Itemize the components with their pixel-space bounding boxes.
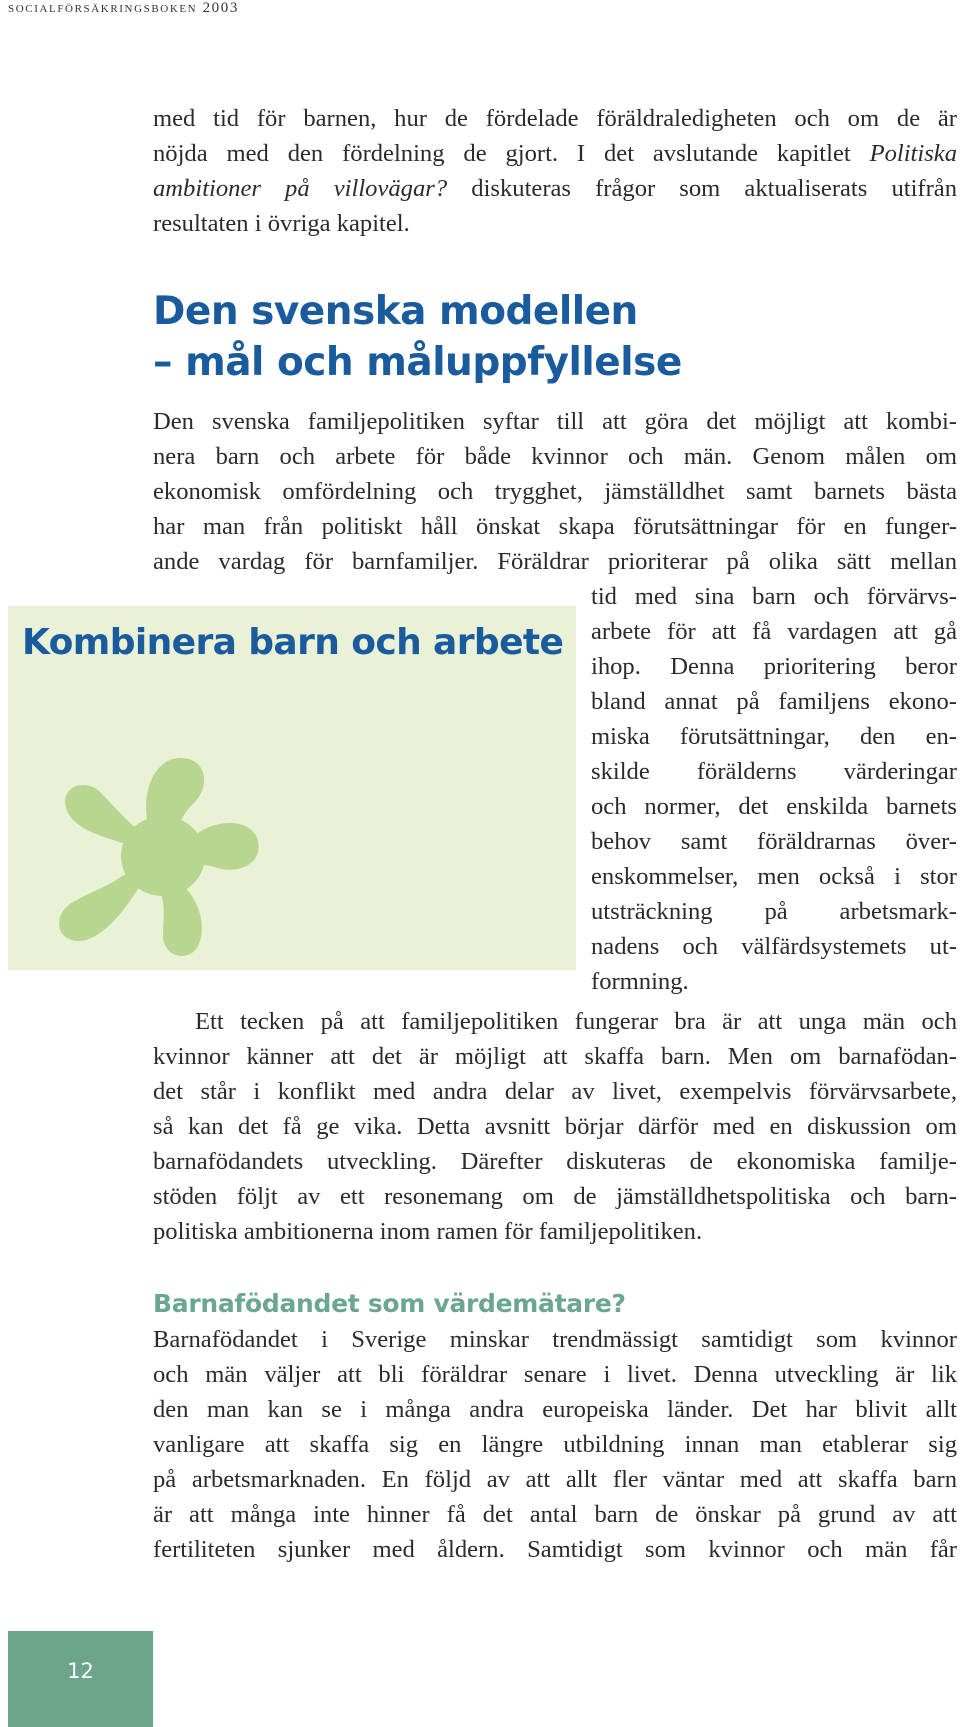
flower-icon [48,746,278,966]
text-line: utsträckning på arbetsmark- [591,898,957,925]
text-line: politiska ambitionerna inom ramen för familjepolitiken. [153,1218,703,1245]
text-line: ihop. Denna prioritering beror [591,653,957,680]
text-line: fertiliteten sjunker med åldern. Samtidigt som kvinnor och män får [153,1536,957,1563]
page-number-box [8,1631,153,1727]
text-line: nera barn och arbete för både kvinnor och män. Genom målen om [153,443,957,470]
text-line: den man kan se i många andra europeiska länder. Det har blivit allt [153,1396,957,1423]
text-run: nöjda med den fördelning de gjort. I det avslutande kapitlet [153,140,870,167]
text-line: det står i konflikt med andra delar av livet, exempelvis förvärvsarbete, [153,1078,957,1105]
section-heading-line: – mål och måluppfyllelse [153,340,682,385]
sidebar-title: Kombinera barn och arbete [22,622,564,663]
section-paragraph [153,404,957,579]
text-line: har man från politiskt håll önskat skapa förutsättningar för en funger- [153,513,957,540]
text-line: vanligare att skaffa sig en längre utbildning innan man etablerar sig [153,1431,957,1458]
text-line: enskommelser, men också i stor [591,863,957,890]
text-line: och normer, det enskilda barnets [591,793,957,820]
text-line: Den svenska familjepolitiken syftar till att göra det möjligt att kombi- [153,408,957,435]
sidebar-box [8,606,576,970]
text-line: miska förutsättningar, den en- [591,723,957,750]
text-line: bland annat på familjens ekono- [591,688,957,715]
text-line: tid med sina barn och förvärvs- [591,583,957,610]
text-line: med tid för barnen, hur de fördelade föräldraledigheten och om de är [153,105,957,132]
book-chapter-title: Politiska [869,140,957,167]
text-line: barnafödandets utveckling. Därefter diskuteras de ekonomiska familje- [153,1148,957,1175]
text-line [153,171,957,206]
text-line: ekonomisk omfördelning och trygghet, jämställdhet samt barnets bästa [153,478,957,505]
text-line: resultaten i övriga kapitel. [153,210,410,237]
text-run: diskuteras frågor som aktualiserats utifrån [447,175,958,202]
text-line: formning. [591,968,689,995]
text-line: och män väljer att bli föräldrar senare i livet. Denna utveckling är lik [153,1361,957,1388]
section-heading-line: Den svenska modellen [153,289,638,334]
section-heading [153,286,682,388]
text-line: stöden följt av ett resonemang om de jämställdhetspolitiska och barn- [153,1183,957,1210]
paragraph-barnafodande-intro [153,1004,957,1249]
running-head: socialförsäkringsboken 2003 [8,0,239,16]
text-line: behov samt föräldrarnas över- [591,828,957,855]
book-chapter-title: ambitioner på villovägar? [153,175,448,202]
text-line: arbete för att få vardagen att gå [591,618,957,645]
text-line: på arbetsmarknaden. En följd av att allt fler väntar med att skaffa barn [153,1466,957,1493]
subheading: Barnafödandet som värdemätare? [153,1289,626,1318]
text-line: så kan det få ge vika. Detta avsnitt börjar därför med en diskussion om [153,1113,957,1140]
page-number: 12 [67,1659,94,1683]
text-line: är att många inte hinner få det antal barn de önskar på grund av att [153,1501,957,1528]
text-line: nadens och välfärdsystemets ut- [591,933,957,960]
text-line: kvinnor känner att det är möjligt att skaffa barn. Men om barnafödan- [153,1043,957,1070]
text-line: ande vardag för barnfamiljer. Föräldrar prioriterar på olika sätt mellan [153,548,957,575]
intro-paragraph [153,101,957,241]
text-line [153,136,957,171]
paragraph-barnafodande [153,1322,957,1567]
section-paragraph-continued [591,579,957,999]
text-line: Barnafödandet i Sverige minskar trendmässigt samtidigt som kvinnor [153,1326,957,1353]
text-line: Ett tecken på att familjepolitiken fungerar bra är att unga män och [195,1008,957,1035]
text-line: skilde förälderns värderingar [591,758,957,785]
